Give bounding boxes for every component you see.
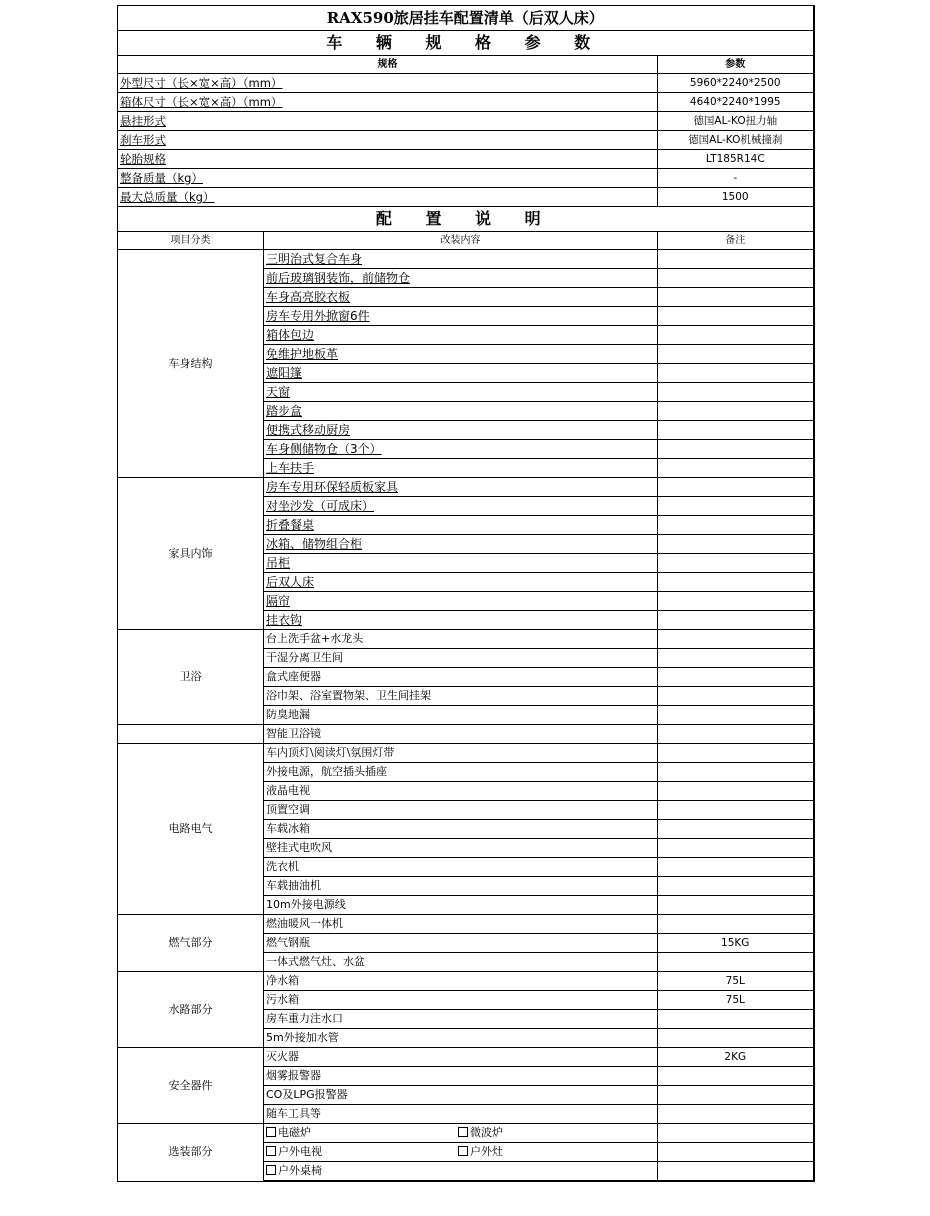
note-cell [658, 801, 814, 820]
note-cell [658, 630, 814, 649]
content-item: 防臭地漏 [264, 706, 658, 725]
content-item: 遮阳篷 [264, 364, 658, 383]
note-cell [658, 535, 814, 554]
checkbox-icon[interactable] [266, 1146, 276, 1156]
content-item: 台上洗手盆+水龙头 [264, 630, 658, 649]
spec-label: 箱体尺寸（长×宽×高）（mm） [118, 93, 658, 112]
spec-row [118, 188, 814, 207]
option-checkbox-item[interactable] [266, 1162, 458, 1180]
content-item: 液晶电视 [264, 782, 658, 801]
content-item: 三明治式复合车身 [264, 250, 658, 269]
config-row [118, 250, 814, 269]
option-label: 微波炉 [470, 1126, 503, 1139]
spec-label: 外型尺寸（长×宽×高）（mm） [118, 74, 658, 93]
note-cell [658, 668, 814, 687]
spec-value: 5960*2240*2500 [658, 74, 814, 93]
option-label: 户外桌椅 [278, 1164, 322, 1177]
note-cell [658, 706, 814, 725]
content-item: 一体式燃气灶、水盆 [264, 953, 658, 972]
content-item: 房车专用外掀窗6件 [264, 307, 658, 326]
content-item: 浴巾架、浴室置物架、卫生间挂架 [264, 687, 658, 706]
note-cell: 2KG [658, 1048, 814, 1067]
note-cell [658, 402, 814, 421]
category-cell: 选装部分 [118, 1124, 264, 1182]
note-cell [658, 896, 814, 915]
note-cell [658, 1029, 814, 1048]
content-item: 房车重力注水口 [264, 1010, 658, 1029]
content-item: 房车专用环保轻质板家具 [264, 478, 658, 497]
category-cell [118, 725, 264, 744]
note-cell [658, 345, 814, 364]
note-cell [658, 744, 814, 763]
spec-row [118, 150, 814, 169]
config-table [117, 5, 815, 1182]
option-checkbox-item[interactable] [266, 1124, 458, 1142]
content-item: 冰箱、储物组合柜 [264, 535, 658, 554]
note-cell: 75L [658, 972, 814, 991]
spec-value: 德国AL-KO机械撞刹 [658, 131, 814, 150]
note-cell [658, 554, 814, 573]
category-cell: 燃气部分 [118, 915, 264, 972]
note-cell [658, 1086, 814, 1105]
content-item: 折叠餐桌 [264, 516, 658, 535]
spec-column-header: 规格 [118, 56, 658, 74]
category-cell: 家具内饰 [118, 478, 264, 630]
content-item: 车载冰箱 [264, 820, 658, 839]
spec-value: 1500 [658, 188, 814, 207]
option-checkbox-item[interactable] [458, 1124, 503, 1142]
note-cell [658, 573, 814, 592]
content-item: 5m外接加水管 [264, 1029, 658, 1048]
category-cell: 水路部分 [118, 972, 264, 1048]
content-item: 盒式座便器 [264, 668, 658, 687]
config-row [118, 972, 814, 991]
note-cell [658, 440, 814, 459]
config-section-heading: 配 置 说 明 [118, 207, 814, 232]
content-item: 智能卫浴镜 [264, 725, 658, 744]
option-cell [264, 1162, 658, 1182]
spec-label: 最大总质量（kg） [118, 188, 658, 207]
category-cell: 车身结构 [118, 250, 264, 478]
config-row [118, 725, 814, 744]
content-item: 外接电源，航空插头插座 [264, 763, 658, 782]
note-cell [658, 250, 814, 269]
spec-value: 德国AL-KO扭力轴 [658, 112, 814, 131]
note-cell [658, 1067, 814, 1086]
spec-section-heading: 车 辆 规 格 参 数 [118, 31, 814, 56]
note-cell [658, 269, 814, 288]
checkbox-icon[interactable] [458, 1127, 468, 1137]
content-item: 干湿分离卫生间 [264, 649, 658, 668]
option-checkbox-item[interactable] [458, 1143, 503, 1161]
content-item: 燃油暖风一体机 [264, 915, 658, 934]
content-item: 随车工具等 [264, 1105, 658, 1124]
note-cell [658, 687, 814, 706]
content-item: 燃气钢瓶 [264, 934, 658, 953]
spec-label: 悬挂形式 [118, 112, 658, 131]
note-cell [658, 478, 814, 497]
spec-value: LT185R14C [658, 150, 814, 169]
content-item: 车身侧储物仓（3个） [264, 440, 658, 459]
content-item: 免维护地板革 [264, 345, 658, 364]
note-cell [658, 611, 814, 630]
content-item: 烟雾报警器 [264, 1067, 658, 1086]
option-row [118, 1124, 814, 1143]
note-cell [658, 364, 814, 383]
config-row [118, 1048, 814, 1067]
content-item: 踏步盒 [264, 402, 658, 421]
spec-row [118, 131, 814, 150]
note-cell [658, 1143, 814, 1162]
content-item: 车身高亮胶衣板 [264, 288, 658, 307]
param-column-header: 参数 [658, 56, 814, 74]
note-cell [658, 877, 814, 896]
note-cell [658, 763, 814, 782]
note-cell [658, 915, 814, 934]
content-item: CO及LPG报警器 [264, 1086, 658, 1105]
config-row [118, 478, 814, 497]
option-label: 电磁炉 [278, 1126, 311, 1139]
config-row [118, 744, 814, 763]
content-item: 灭火器 [264, 1048, 658, 1067]
note-cell [658, 592, 814, 611]
spec-row [118, 112, 814, 131]
content-item: 箱体包边 [264, 326, 658, 345]
spec-row [118, 74, 814, 93]
content-column-header: 改装内容 [264, 232, 658, 250]
config-row [118, 630, 814, 649]
content-item: 洗衣机 [264, 858, 658, 877]
category-cell: 卫浴 [118, 630, 264, 725]
note-cell [658, 839, 814, 858]
content-item: 净水箱 [264, 972, 658, 991]
config-row [118, 915, 814, 934]
note-cell [658, 858, 814, 877]
option-checkbox-item[interactable] [266, 1143, 458, 1161]
note-cell [658, 307, 814, 326]
spec-label: 轮胎规格 [118, 150, 658, 169]
note-cell [658, 288, 814, 307]
checkbox-icon[interactable] [266, 1127, 276, 1137]
content-item: 后双人床 [264, 573, 658, 592]
content-item: 前后玻璃钢装饰，前储物仓 [264, 269, 658, 288]
option-label: 户外灶 [470, 1145, 503, 1158]
content-item: 顶置空调 [264, 801, 658, 820]
note-cell [658, 725, 814, 744]
note-cell [658, 1162, 814, 1182]
note-cell [658, 459, 814, 478]
checkbox-icon[interactable] [458, 1146, 468, 1156]
note-cell [658, 1105, 814, 1124]
spec-label: 刹车形式 [118, 131, 658, 150]
note-cell [658, 497, 814, 516]
note-cell: 15KG [658, 934, 814, 953]
note-cell [658, 383, 814, 402]
note-column-header: 备注 [658, 232, 814, 250]
option-cell [264, 1143, 658, 1162]
content-item: 便携式移动厨房 [264, 421, 658, 440]
note-cell [658, 820, 814, 839]
spec-value: 4640*2240*1995 [658, 93, 814, 112]
content-item: 车内顶灯\阅读灯\氛围灯带 [264, 744, 658, 763]
note-cell [658, 421, 814, 440]
config-sheet [117, 5, 813, 1182]
content-item: 吊柜 [264, 554, 658, 573]
checkbox-icon[interactable] [266, 1165, 276, 1175]
note-cell [658, 516, 814, 535]
category-column-header: 项目分类 [118, 232, 264, 250]
category-cell: 电路电气 [118, 744, 264, 915]
content-item: 10m外接电源线 [264, 896, 658, 915]
content-item: 对坐沙发（可成床） [264, 497, 658, 516]
note-cell [658, 649, 814, 668]
note-cell [658, 782, 814, 801]
content-item: 天窗 [264, 383, 658, 402]
spec-row [118, 93, 814, 112]
page-title: RAX590旅居挂车配置清单（后双人床） [118, 6, 814, 31]
spec-value: - [658, 169, 814, 188]
content-item: 上车扶手 [264, 459, 658, 478]
category-cell: 安全器件 [118, 1048, 264, 1124]
content-item: 车载抽油机 [264, 877, 658, 896]
note-cell [658, 1010, 814, 1029]
spec-row [118, 169, 814, 188]
content-item: 污水箱 [264, 991, 658, 1010]
note-cell [658, 1124, 814, 1143]
option-label: 户外电视 [278, 1145, 322, 1158]
option-cell [264, 1124, 658, 1143]
content-item: 挂衣钩 [264, 611, 658, 630]
note-cell [658, 953, 814, 972]
spec-label: 整备质量（kg） [118, 169, 658, 188]
content-item: 壁挂式电吹风 [264, 839, 658, 858]
note-cell: 75L [658, 991, 814, 1010]
content-item: 隔帘 [264, 592, 658, 611]
note-cell [658, 326, 814, 345]
